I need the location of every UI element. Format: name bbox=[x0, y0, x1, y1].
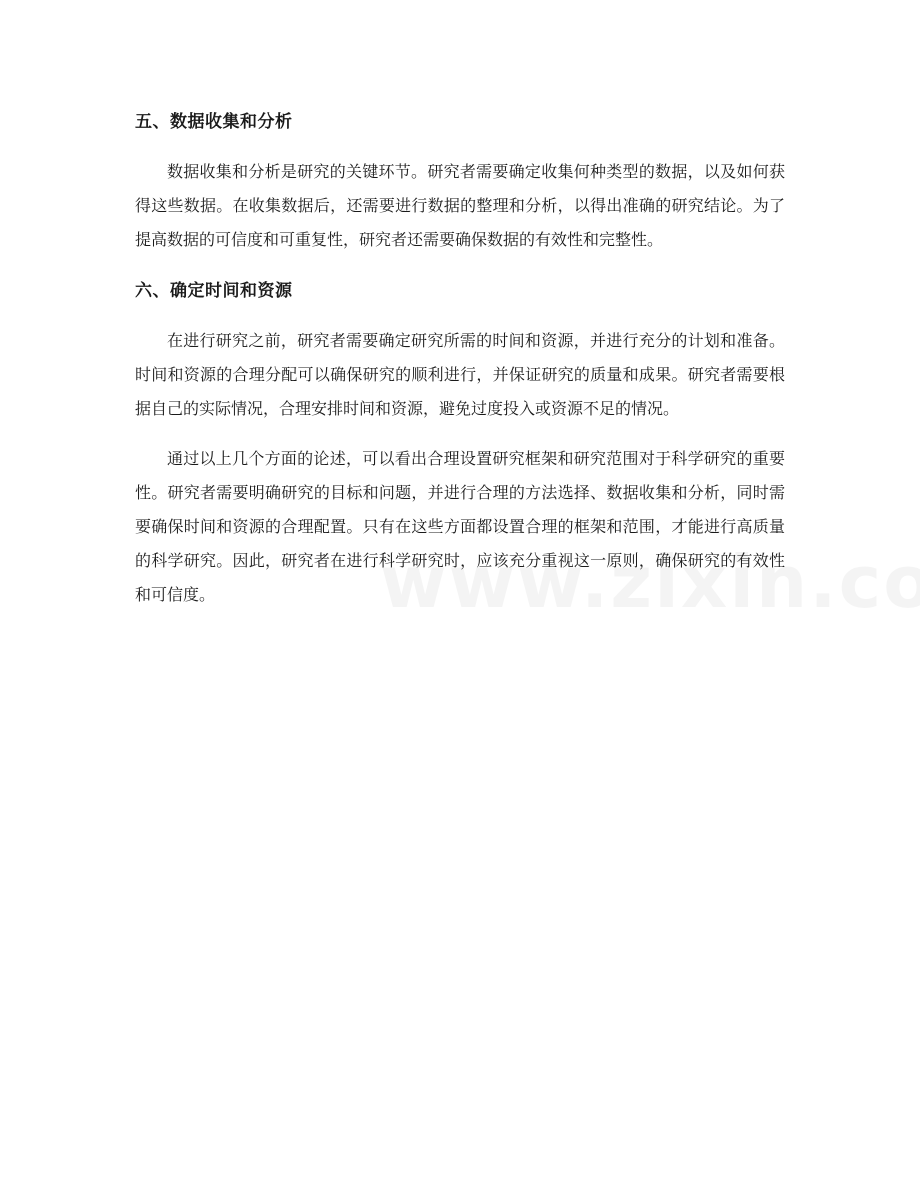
paragraph-time-resources: 在进行研究之前，研究者需要确定研究所需的时间和资源，并进行充分的计划和准备。时间和资源的合理分配可以确保研究的顺利进行，并保证研究的质量和成果。研究者需要根据自己的实际情况，合理安排时间和资源，避免过度投入或资源不足的情况。 bbox=[135, 331, 785, 418]
section-heading-time-resources: 六、确定时间和资源 bbox=[135, 281, 293, 301]
document-body bbox=[135, 104, 785, 612]
paragraph-conclusion: 通过以上几个方面的论述，可以看出合理设置研究框架和研究范围对于科学研究的重要性。研究者需要明确研究的目标和问题，并进行合理的方法选择、数据收集和分析，同时需要确保时间和资源的合理配置。只有在这些方面都设置合理的框架和范围，才能进行高质量的科学研究。因此，研究者在进行科学研究时，应该充分重视这一原则，确保研究的有效性和可信度。 bbox=[135, 449, 785, 604]
paragraph-data-collection: 数据收集和分析是研究的关键环节。研究者需要确定收集何种类型的数据，以及如何获得这些数据。在收集数据后，还需要进行数据的整理和分析，以得出准确的研究结论。为了提高数据的可信度和可重复性，研究者还需要确保数据的有效性和完整性。 bbox=[135, 162, 785, 249]
section-heading-data-collection: 五、数据收集和分析 bbox=[135, 112, 293, 132]
